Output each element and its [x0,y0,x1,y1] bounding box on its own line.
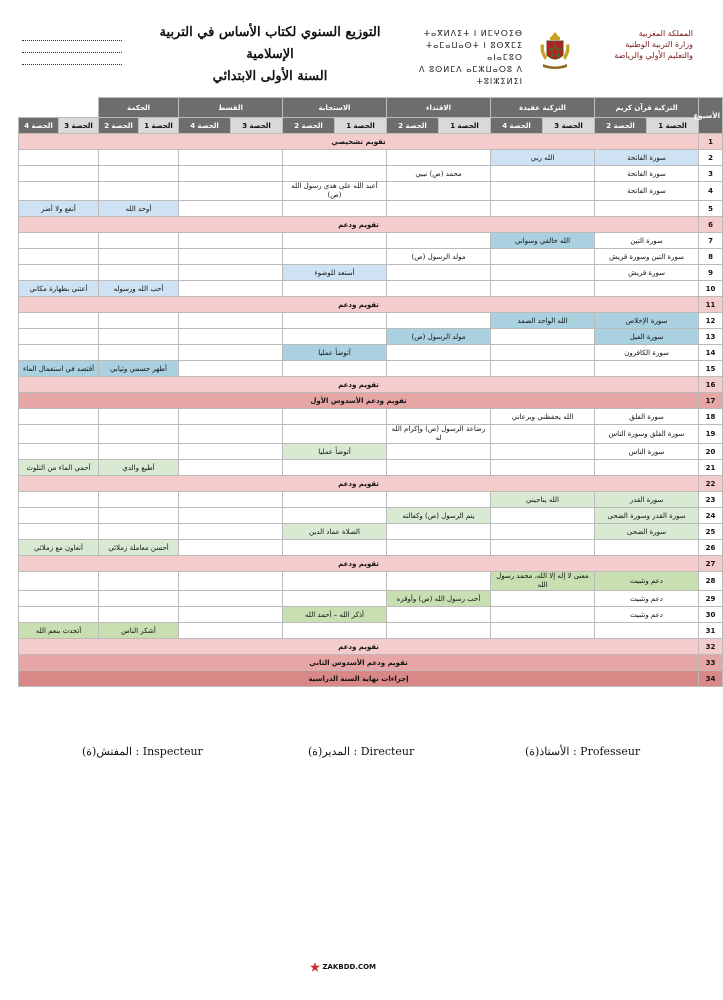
tifinagh-ministry-name: ⵜⴰⴳⵍⴷⵉⵜ ⵏ ⵍⵎⵖⵔⵉⴱ ⵜⴰⵎⴰⵡⴰⵙⵜ ⵏ ⵓⵙⴳⵎⵉ ⴰⵏⴰⵎⵓⵔ ⴷ ⵓⵙⵍⵎⴷ ⴰⵎⵣⵡⴰⵔⵓ ⴷ ⵜⵓⵏⵣⵉⵍⵉⵏ [419,29,523,86]
week-number: 13 [699,329,723,345]
lesson-cell: محمد (ص) نبيي [387,166,491,182]
lesson-cell: سورة الفيل [595,329,699,345]
lesson-cell: سورة التين وسورة قريش [595,249,699,265]
lesson-cell [99,492,179,508]
lesson-cell [283,313,387,329]
lesson-cell [595,201,699,217]
week-number: 20 [699,444,723,460]
week-number: 12 [699,313,723,329]
lesson-cell [99,524,179,540]
document-header [0,0,707,95]
lesson-cell: سورة الفاتحة [595,150,699,166]
table-row [19,393,723,409]
lesson-cell [179,444,283,460]
lesson-cell [179,201,283,217]
domain-header-hikma: الحكمة [99,98,179,118]
week-number: 16 [699,377,723,393]
lesson-cell: رضاعة الرسول (ص) وإكرام الله له [387,425,491,444]
lesson-cell [491,166,595,182]
domain-header-row [19,98,723,118]
lesson-cell: معنى لا إله إلا الله، محمد رسول الله [491,572,595,591]
week-number: 26 [699,540,723,556]
lesson-cell [283,425,387,444]
lesson-cell [595,540,699,556]
week-number: 27 [699,556,723,572]
week-number: 5 [699,201,723,217]
week-number: 18 [699,409,723,425]
session-header: الحصة 2 [283,118,335,134]
eval-label: تقويم ودعم [19,377,699,393]
lesson-cell [387,150,491,166]
lesson-cell [19,524,99,540]
lesson-cell [491,524,595,540]
table-row [19,476,723,492]
eval-label: تقويم ودعم [19,217,699,233]
lesson-cell [387,524,491,540]
lesson-cell [491,329,595,345]
lesson-cell: مولد الرسول (ص) [387,329,491,345]
lesson-cell [19,591,99,607]
table-row [19,201,723,217]
table-row [19,377,723,393]
lesson-cell: أحب الله ورسوله [99,281,179,297]
lesson-cell [491,591,595,607]
week-number: 29 [699,591,723,607]
lesson-cell [283,508,387,524]
lesson-cell: أتوضأ عمليا [283,444,387,460]
session-header: الحصة 1 [439,118,491,134]
table-row [19,591,723,607]
end-label: إجراءات نهاية السنة الدراسية [19,671,699,687]
week-number: 23 [699,492,723,508]
lesson-cell: سورة الإخلاص [595,313,699,329]
lesson-cell [387,540,491,556]
table-row [19,150,723,166]
title-line-1: التوزيع السنوي لكتاب الأساس في التربية [159,25,381,40]
lesson-cell [179,182,283,201]
lesson-cell: سورة الكافرون [595,345,699,361]
week-number: 28 [699,572,723,591]
lesson-cell [19,166,99,182]
table-row [19,444,723,460]
week-number: 8 [699,249,723,265]
week-number: 6 [699,217,723,233]
lesson-cell [179,591,283,607]
lesson-cell [179,233,283,249]
moroccan-emblem-icon [538,30,572,70]
lesson-cell [595,623,699,639]
table-row [19,639,723,655]
inspector-signature: المفتش(ة) : Inspecteur [82,745,203,758]
lesson-cell [387,281,491,297]
lesson-cell [179,329,283,345]
lesson-cell [99,150,179,166]
week-number: 21 [699,460,723,476]
lesson-cell: الله يحفظني ويرعاني [491,409,595,425]
table-row [19,492,723,508]
lesson-cell: سورة الفاتحة [595,182,699,201]
lesson-cell [387,492,491,508]
table-row [19,313,723,329]
eval-label: تقويم ودعم [19,556,699,572]
lesson-cell [491,281,595,297]
table-row [19,524,723,540]
table-row [19,409,723,425]
table-row [19,217,723,233]
lesson-cell [99,425,179,444]
lesson-cell: أحمي الماء من التلوث [19,460,99,476]
eval-label: تقويم تشخيصي [19,134,699,150]
lesson-cell [19,572,99,591]
lesson-cell [99,409,179,425]
ministry-name-arabic: المملكة المغربية وزارة التربية الوطنية والتعليم الأولي والرياضة [614,29,693,60]
lesson-cell: أعتني بطهارة مكاني [19,281,99,297]
lesson-cell [283,201,387,217]
week-number: 7 [699,233,723,249]
table-row [19,281,723,297]
lesson-cell [283,591,387,607]
lesson-cell [99,607,179,623]
sem-label: تقويم ودعم الأسدوس الأول [19,393,699,409]
table-row [19,265,723,281]
session-header: الحصة 2 [99,118,139,134]
lesson-cell [283,460,387,476]
domain-header-istijaba: الاستجابة [283,98,387,118]
director-signature: المدير(ة) : Directeur [308,745,415,758]
lesson-cell [99,233,179,249]
week-number: 24 [699,508,723,524]
lesson-cell [99,591,179,607]
session-header: الحصة 4 [179,118,231,134]
lesson-cell [179,166,283,182]
week-number: 4 [699,182,723,201]
lesson-cell [19,345,99,361]
lesson-cell [387,233,491,249]
professor-signature: الأستاذ(ة) : Professeur [525,745,641,758]
lesson-cell [491,249,595,265]
lesson-cell [179,492,283,508]
blank-line [22,64,122,65]
blank-line [22,52,122,53]
lesson-cell: سورة الناس [595,444,699,460]
lesson-cell [491,265,595,281]
week-number: 15 [699,361,723,377]
lesson-cell [283,249,387,265]
session-header: الحصة 1 [647,118,699,134]
lesson-cell: أحسن معاملة زملائي [99,540,179,556]
lesson-cell [99,313,179,329]
lesson-cell [179,265,283,281]
lesson-cell [99,182,179,201]
lesson-cell [99,444,179,460]
lesson-cell [179,460,283,476]
lesson-cell [387,201,491,217]
session-header: الحصة 3 [543,118,595,134]
lesson-cell: أعبد الله على هدي رسول الله (ص) [283,182,387,201]
table-row [19,540,723,556]
lesson-cell [19,265,99,281]
week-number: 32 [699,639,723,655]
domain-header-iqtida: الاقتداء [387,98,491,118]
lesson-cell [491,444,595,460]
session-header: الحصة 3 [59,118,99,134]
lesson-cell: أقتصد في استعمال الماء [19,361,99,377]
lesson-cell [179,281,283,297]
lesson-cell [491,607,595,623]
lesson-cell [179,425,283,444]
lesson-cell [491,361,595,377]
lesson-cell [19,182,99,201]
lesson-cell [595,460,699,476]
table-row [19,361,723,377]
week-header: الأسبوع [699,98,723,134]
lesson-cell [99,249,179,265]
table-row [19,607,723,623]
lesson-cell [19,425,99,444]
lesson-cell [595,281,699,297]
table-row [19,345,723,361]
title-line-2: الإسلامية [246,47,294,62]
lesson-cell [491,345,595,361]
domain-header-qist: القسط [179,98,283,118]
lesson-cell [283,233,387,249]
lesson-cell: سورة الضحى [595,524,699,540]
lesson-cell [99,345,179,361]
lesson-cell [179,623,283,639]
lesson-cell [99,166,179,182]
lesson-cell: الله الواحد الصمد [491,313,595,329]
lesson-cell [99,265,179,281]
domain-header-aqida: التزكية عقيدة [491,98,595,118]
sem-label: تقويم ودعم الأسدوس الثاني [19,655,699,671]
lesson-cell: أطيع والدي [99,460,179,476]
lesson-cell [491,425,595,444]
lesson-cell [179,345,283,361]
lesson-cell: سورة التين [595,233,699,249]
week-number: 3 [699,166,723,182]
lesson-cell [19,508,99,524]
lesson-cell: الله يناجيني [491,492,595,508]
table-row [19,166,723,182]
star-logo-icon [310,962,320,972]
lesson-cell: الله ربي [491,150,595,166]
lesson-cell [595,361,699,377]
lesson-cell [387,313,491,329]
lesson-cell [179,409,283,425]
lesson-cell [283,540,387,556]
domain-header-quran: التزكية قرآن كريم [595,98,699,118]
lesson-cell [283,361,387,377]
lesson-cell: سورة قريش [595,265,699,281]
lesson-cell [99,572,179,591]
lesson-cell [491,540,595,556]
lesson-cell [283,150,387,166]
week-number: 25 [699,524,723,540]
lesson-cell [283,281,387,297]
table-row [19,460,723,476]
lesson-cell [99,508,179,524]
table-row [19,508,723,524]
lesson-cell [19,444,99,460]
week-number: 31 [699,623,723,639]
lesson-cell [491,182,595,201]
lesson-cell: سورة الفلق وسورة الناس [595,425,699,444]
week-number: 10 [699,281,723,297]
eval-label: تقويم ودعم [19,297,699,313]
lesson-cell [179,540,283,556]
session-header: الحصة 3 [231,118,283,134]
lesson-cell: سورة القدر [595,492,699,508]
lesson-cell [19,329,99,345]
table-row [19,134,723,150]
lesson-cell [387,444,491,460]
lesson-cell [283,329,387,345]
lesson-cell: يتم الرسول (ص) وكفالته [387,508,491,524]
week-number: 22 [699,476,723,492]
week-number: 14 [699,345,723,361]
lesson-cell [387,182,491,201]
lesson-cell [19,607,99,623]
lesson-cell [387,460,491,476]
blank-line [22,40,122,41]
lesson-cell [283,623,387,639]
session-header: الحصة 1 [335,118,387,134]
lesson-cell: أتحدث بنعم الله [19,623,99,639]
lesson-cell: أحب رسول الله (ص) وأوقره [387,591,491,607]
lesson-cell [179,607,283,623]
table-row [19,182,723,201]
table-row [19,425,723,444]
lesson-cell: أشكر الناس [99,623,179,639]
lesson-cell [179,249,283,265]
week-number: 1 [699,134,723,150]
lesson-cell [283,166,387,182]
table-row [19,233,723,249]
week-number: 11 [699,297,723,313]
session-header: الحصة 2 [595,118,647,134]
lesson-cell [283,492,387,508]
lesson-cell [387,345,491,361]
table-row [19,329,723,345]
footer-brand: ZAKBDD.COM [310,962,400,976]
lesson-cell [491,508,595,524]
session-header: الحصة 2 [387,118,439,134]
lesson-cell: أتعاون مع زملائي [19,540,99,556]
lesson-cell: أطهر جسمي وثيابي [99,361,179,377]
lesson-cell [19,492,99,508]
week-number: 33 [699,655,723,671]
lesson-cell [179,361,283,377]
lesson-cell: أتوضأ عمليا [283,345,387,361]
eval-label: تقويم ودعم [19,639,699,655]
lesson-cell [283,572,387,591]
lesson-cell [179,508,283,524]
lesson-cell [19,313,99,329]
table-row [19,297,723,313]
lesson-cell [19,249,99,265]
table-row [19,655,723,671]
lesson-cell [491,201,595,217]
lesson-cell [387,623,491,639]
lesson-cell: سورة القدر وسورة الضحى [595,508,699,524]
week-number: 19 [699,425,723,444]
table-row [19,249,723,265]
week-number: 9 [699,265,723,281]
table-row [19,556,723,572]
table-row [19,623,723,639]
lesson-cell [99,329,179,345]
lesson-cell: دعم وتثبيت [595,591,699,607]
lesson-cell [491,460,595,476]
lesson-cell [179,313,283,329]
lesson-cell: الصلاة عماد الدين [283,524,387,540]
lesson-cell: سورة الفاتحة [595,166,699,182]
session-header: الحصة 4 [491,118,543,134]
lesson-cell [19,150,99,166]
lesson-cell: أذكر الله – أحمد الله [283,607,387,623]
lesson-cell [491,623,595,639]
lesson-cell: الله خالقي وسواني [491,233,595,249]
eval-label: تقويم ودعم [19,476,699,492]
table-row [19,572,723,591]
title-line-3: السنة الأولى الابتدائي [212,69,328,84]
lesson-cell [387,572,491,591]
lesson-cell: دعم وتثبيت [595,572,699,591]
lesson-cell [179,524,283,540]
lesson-cell: أوحد الله [99,201,179,217]
lesson-cell: سورة الفلق [595,409,699,425]
week-number: 2 [699,150,723,166]
lesson-cell [387,409,491,425]
week-number: 30 [699,607,723,623]
week-number: 34 [699,671,723,687]
page-title [150,22,390,88]
lesson-cell [283,409,387,425]
session-header-row [19,118,723,134]
lesson-cell [179,150,283,166]
lesson-cell: دعم وتثبيت [595,607,699,623]
lesson-cell [179,572,283,591]
lesson-cell [19,233,99,249]
lesson-cell [387,361,491,377]
lesson-cell: أستعد للوضوء [283,265,387,281]
table-row [19,671,723,687]
signature-line [0,745,707,765]
annual-distribution-table [18,97,723,687]
session-header: الحصة 1 [139,118,179,134]
lesson-cell [387,607,491,623]
lesson-cell [19,409,99,425]
session-header: الحصة 4 [19,118,59,134]
week-number: 17 [699,393,723,409]
lesson-cell: أنفع ولا أضر [19,201,99,217]
lesson-cell: مولد الرسول (ص) [387,249,491,265]
lesson-cell [387,265,491,281]
